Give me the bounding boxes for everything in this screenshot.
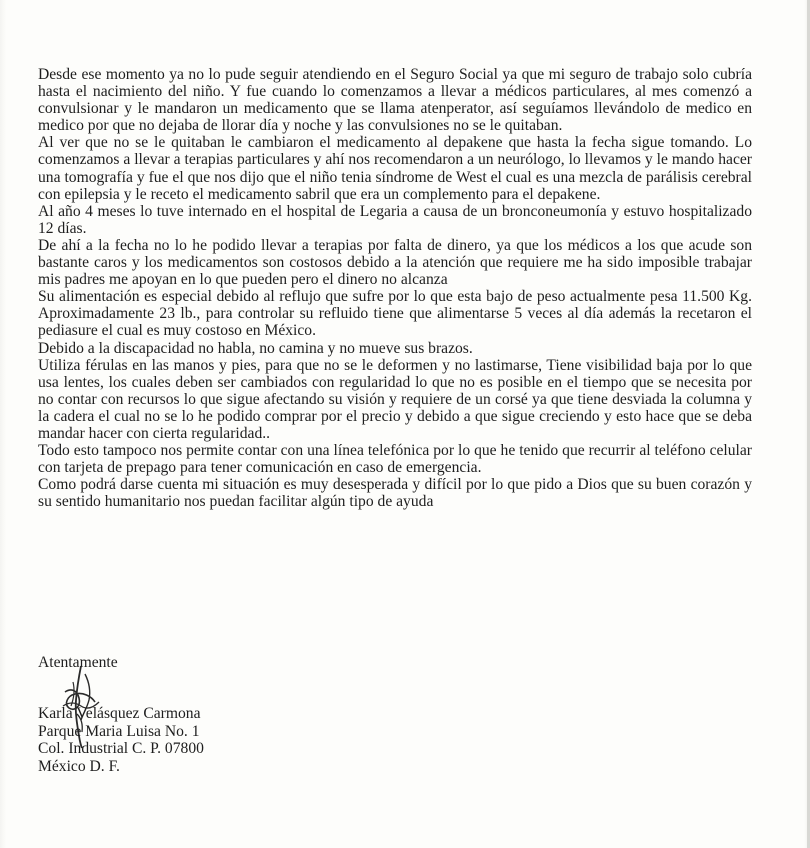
paragraph-alimentacion: Su alimentación es especial debido al reflujo que sufre por lo que esta bajo de peso actualmente pesa 11.500 Kg. Aproximadamente 23 lb., para controlar su refluido tiene que alimentarse 5 veces al día además la recetaron el pediasure el cual es muy costoso en México. bbox=[38, 288, 752, 340]
sender-name: Karla Velásquez Carmona bbox=[38, 705, 201, 722]
paragraph-telefono: Todo esto tampoco nos permite contar con una línea telefónica por lo que he tenido que recurrir al teléfono celular con tarjeta de prepago para tener comunicación en caso de emergencia. bbox=[38, 442, 752, 477]
sender-city: México D. F. bbox=[38, 757, 120, 775]
paragraph-ferulas: Utiliza férulas en las manos y pies, para que no se le deformen y no lastimarse, Tiene visibilidad baja por lo que usa lentes, los cuales deben ser cambiados con regularidad lo que no es posible en el tiempo que se necesita por no contar con recursos lo que sigue afectando su visión y requiere de un corsé ya que tiene desviada la columna y la cadera el cual no se lo he podido comprar por el precio y debido a que sigue creciendo y esto hace que se deba mandar hacer con cierta regularidad.. bbox=[38, 356, 752, 442]
paragraph-peticion: Como podrá darse cuenta mi situación es muy desesperada y difícil por lo que pido a Dios que su buen corazón y su sentido humanitario nos puedan facilitar algún tipo de ayuda bbox=[38, 476, 752, 511]
letter-body bbox=[38, 66, 752, 510]
paragraph-depakene: Al ver que no se le quitaban le cambiaron el medicamento al depakene que hasta la fecha sigue tomando. Lo comenzamos a llevar a terapias particulares y ahí nos recomendaron a un neurólogo, lo llevamos y le mando hacer una tomografía y fue el que nos dijo que el niño tenia síndrome de West el cual es una mezcla de parálisis cerebral con epilepsia y le receto el medicamento sabril que era un complemento para el depakene. bbox=[38, 134, 752, 203]
paragraph-discapacidad: Debido a la discapacidad no habla, no camina y no mueve sus brazos. bbox=[38, 339, 473, 357]
sender-street: Parque Maria Luisa No. 1 bbox=[38, 722, 200, 740]
paragraph-terapias: De ahí a la fecha no lo he podido llevar a terapias por falta de dinero, ya que los médicos a los que acude son bastante caros y los medicamentos son costosos debido a la atención que requiere me ha sido imposible trabajar mis padres me apoyan en lo que pueden pero el dinero no alcanza bbox=[38, 236, 752, 289]
paragraph-hospital: Al año 4 meses lo tuve internado en el hospital de Legaria a causa de un bronconeumonía y estuvo hospitalizado 12 días. bbox=[38, 202, 752, 237]
sender-colony: Col. Industrial C. P. 07800 bbox=[38, 740, 204, 758]
sender-block bbox=[38, 705, 204, 775]
closing-salutation: Atentamente bbox=[38, 654, 118, 671]
paragraph-seguro-social: Desde ese momento ya no lo pude seguir atendiendo en el Seguro Social ya que mi seguro de trabajo solo cubría hasta el nacimiento del niño. Y fue cuando lo comenzamos a llevar a médicos particulares, al mes comenzó a convulsionar y le mandaron un medicamento que se llama atenperator, así seguíamos llevándolo de medico en medico por que no dejaba de llorar día y noche y las convulsiones no se le quitaban. bbox=[38, 66, 752, 135]
